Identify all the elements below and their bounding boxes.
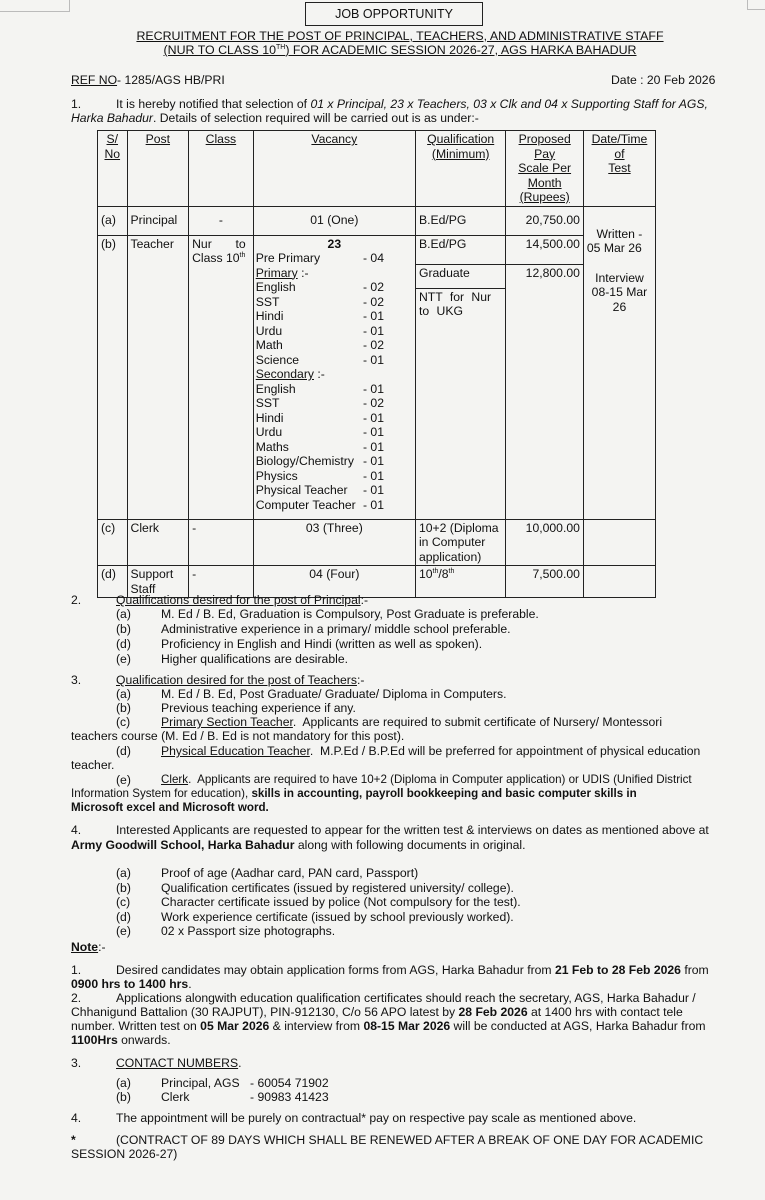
subject-row [256,469,413,484]
subject-name: English [255,381,296,396]
subject-row [256,295,413,310]
para3-title: Qualification desired for the post of Teachers:- [116,673,365,687]
list-item-label: (d) [116,909,131,924]
list-item-text: Proof of age (Aadhar card, PAN card, Passport) [161,866,419,880]
page-corner-right [747,0,765,10]
col-date-time: Date/Time of Test [583,131,655,207]
ref-number: REF NO- 1285/AGS HB/PRI [71,73,225,87]
para4-number: 4. [71,823,82,837]
cell-pay-teacher: 14,500.00 12,800.00 [506,235,584,519]
subject-name: SST [255,396,280,410]
subject-name: Hindi [255,410,284,425]
cell-post: Support Staff [127,566,189,598]
subject-name: Urdu [255,323,283,338]
cell-sno: (c) [98,519,128,566]
para1-text: It is hereby notified that selection of 01 x Principal, 23 x Teachers, 03 x Clk and 04 x Supporting Staff for AGS, [116,97,708,111]
list-item-text: Administrative experience in a primary/ middle school preferable. [161,622,511,636]
job-opportunity-title: JOB OPPORTUNITY [305,2,483,26]
contract-note: (CONTRACT OF 89 DAYS WHICH SHALL BE RENEWED AFTER A BREAK OF ONE DAY FOR ACADEMIC [116,1133,704,1147]
cell-class: Nur to Class 10th [189,235,254,519]
para3-e-text-cont: Information System for education), skills in accounting, payroll bookkeeping and basic computer skills in [71,787,637,800]
subject-name: Hindi [255,309,284,323]
cell-class: - [189,206,254,235]
cell-vacancy: 03 (Three) [253,519,415,566]
primary-subject-list [256,280,413,367]
cell-vacancy: 04 (Four) [253,566,415,598]
table-row-principal [98,206,656,235]
cell-qualification: 10th/8th [415,566,505,598]
subject-name: Science [255,352,300,367]
subject-count: - 01 [362,497,384,512]
subject-row [256,338,413,353]
cell-class: - [189,519,254,566]
subject-row [256,353,413,368]
note1-text: Desired candidates may obtain application forms from AGS, Harka Bahadur from 21 Feb to 28 Feb 2026 from [116,963,709,977]
list-item-label: (b) [116,1090,131,1104]
cell-pay: 20,750.00 [506,206,584,235]
subject-count: - 01 [362,425,384,439]
para3-b-text: Previous teaching experience if any. [161,701,356,715]
contact-phone: - 60054 71902 [250,1076,329,1090]
asterisk: * [71,1133,76,1147]
cell-vacancy-teacher: 23 Pre Primary - 04 Primary :- English - 02 SST - 02 Hindi - 01 Urdu - 01 Math - 02 Science - 01 Secondary :- English - 01 SST - 02 Hindi - 01 Urdu - 01 Maths - 01 Biology/Chemistry - 01 Physics - 01 Physical Teacher - 01 Computer Teacher - 01 [253,235,415,519]
list-item-text: Higher qualifications are desirable. [161,652,348,666]
subject-row [256,440,413,455]
subject-name: Biology/Chemistry [255,454,354,468]
note3-number: 3. [71,1056,82,1070]
cell-vacancy: 01 (One) [253,206,415,235]
subject-row [256,324,413,339]
para3-d-text: Physical Education Teacher. M.P.Ed / B.P.Ed will be preferred for appointment of physical education [161,744,701,758]
subject-name: Math [255,338,283,352]
para3-number: 3. [71,673,82,687]
subject-name: Urdu [255,425,283,439]
note1-text-cont: 0900 hrs to 1400 hrs. [71,977,192,991]
note2-text: Applications alongwith education qualification certificates should reach the secretary, AGS, Harka Bahadur / [116,991,696,1005]
para3-e-label: (e) [116,773,131,787]
para1-text-cont: Harka Bahadur. Details of selection required will be carried out is as under:- [71,111,479,125]
note-title: Note:- [71,940,106,954]
para3-c-label: (c) [116,715,131,729]
table-row-teacher [98,235,656,519]
cell-pay: 10,000.00 [506,519,584,566]
table-row-clerk [98,519,656,566]
subject-row [256,396,413,411]
para3-c-text-cont: teachers course (M. Ed / B. Ed is not mandatory for this post). [71,729,405,743]
cell-post: Clerk [127,519,189,566]
subject-name: SST [255,294,280,309]
cell-date-test-empty [583,566,655,598]
subject-row [256,411,413,426]
list-item-text: Clerk [161,1090,190,1104]
subject-count: - 01 [362,309,384,323]
para2-number: 2. [71,593,82,607]
para3-a-label: (a) [116,687,131,701]
note2-text-cont2: number. Written test on 05 Mar 2026 & interview from 08-15 Mar 2026 will be conducted at AGS, Harka Bahadur from [71,1019,706,1033]
cell-class: - [189,566,254,598]
table-header-row [98,131,656,207]
contact-numbers-title: CONTACT NUMBERS. [116,1056,242,1070]
notice-date: Date : 20 Feb 2026 [611,73,716,87]
vacancy-table [97,130,656,598]
note4-text: The appointment will be purely on contractual* pay on respective pay scale as mentioned above. [116,1111,637,1125]
para4-text-cont: Army Goodwill School, Harka Bahadur along with following documents in original. [71,838,526,852]
subject-row [256,454,413,469]
para4-text: Interested Applicants are requested to appear for the written test & interviews on dates as mentioned above at [116,823,709,837]
list-item-text: Work experience certificate (issued by school previously worked). [161,909,514,924]
subject-count: - 01 [362,323,384,338]
subject-count: - 01 [362,410,384,425]
cell-post: Teacher [127,235,189,519]
para2-title: Qualifications desired for the post of Principal:- [116,593,369,607]
list-item-label: (e) [116,924,131,938]
para3-d-text-cont: teacher. [71,758,115,772]
cell-date-test-empty [583,519,655,566]
recruitment-heading-line2: (NUR TO CLASS 10TH) FOR ACADEMIC SESSION 2026-27, AGS HARKA BAHADUR [163,43,637,57]
col-pay-scale: Proposed Pay Scale Per Month (Rupees) [506,131,584,207]
cell-sno: (a) [98,206,128,235]
list-item-label: (b) [116,622,131,636]
subject-name: English [255,280,296,294]
contact-phone: - 90983 41423 [250,1090,329,1104]
subject-row [256,498,413,513]
list-item-label: (d) [116,637,131,651]
subject-name: Computer Teacher [255,497,356,512]
para3-a-text: M. Ed / B. Ed, Post Graduate/ Graduate/ Diploma in Computers. [161,687,507,701]
para3-b-label: (b) [116,701,131,715]
cell-sno: (d) [98,566,128,598]
subject-count: - 01 [362,483,384,497]
note2-text-cont3: 1100Hrs onwards. [71,1033,171,1047]
list-item-text: Qualification certificates (issued by registered university/ college). [161,880,514,895]
col-class: Class [189,131,254,207]
col-vacancy: Vacancy [253,131,415,207]
list-item-text: 02 x Passport size photographs. [161,924,336,938]
contract-note-cont: SESSION 2026-27) [71,1147,178,1161]
para3-d-label: (d) [116,744,131,758]
col-sno: S/ No [98,131,128,207]
note1-number: 1. [71,963,82,977]
list-item-text: Character certificate issued by police (Not compulsory for the test). [161,895,521,909]
list-item-label: (b) [116,880,131,895]
list-item-label: (a) [116,866,131,880]
secondary-subject-list [256,382,413,513]
subject-count: - 01 [362,454,384,468]
note4-number: 4. [71,1111,82,1125]
cell-pay: 7,500.00 [506,566,584,598]
subject-count: - 02 [362,280,384,294]
list-item-label: (e) [116,652,131,666]
subject-count: - 02 [362,338,384,352]
list-item-label: (a) [116,607,131,621]
list-item-label: (a) [116,1076,131,1090]
subject-name: Physical Teacher [255,483,348,497]
subject-row [256,309,413,324]
cell-qualification-teacher: B.Ed/PG Graduate NTT for Nur to UKG [415,235,505,519]
recruitment-heading-line1: RECRUITMENT FOR THE POST OF PRINCIPAL, TEACHERS, AND ADMINISTRATIVE STAFF [136,29,664,43]
subject-count: - 01 [362,352,384,367]
para3-c-text: Primary Section Teacher. Applicants are required to submit certificate of Nursery/ Montessori [161,715,663,729]
subject-name: Physics [255,468,298,483]
col-qualification: Qualification (Minimum) [415,131,505,207]
subject-count: - 02 [362,294,384,309]
cell-date-test: Written - 05 Mar 26 Interview 08-15 Mar 26 [583,206,655,519]
note2-text-cont: Chhanigund Battalion (30 RAJPUT), PIN-912130, C/o 56 APO latest by 28 Feb 2026 at 1400 hrs with contact tele [71,1005,683,1019]
subject-count: - 01 [362,439,384,454]
subject-name: Maths [255,439,289,454]
para3-e-text-cont2: Microsoft excel and Microsoft word. [71,801,269,814]
subject-count: - 01 [362,381,384,396]
list-item-label: (c) [116,895,131,909]
cell-post: Principal [127,206,189,235]
cell-qualification: 10+2 (Diploma in Computer application) [415,519,505,566]
subject-row [256,280,413,295]
note2-number: 2. [71,991,82,1005]
subject-row [256,425,413,440]
page-corner-left [0,0,70,12]
cell-qualification: B.Ed/PG [415,206,505,235]
subject-count: - 02 [362,396,384,410]
list-item-text: M. Ed / B. Ed, Graduation is Compulsory, Post Graduate is preferable. [161,607,539,621]
list-item-text: Proficiency in English and Hindi (written as well as spoken). [161,637,483,651]
subject-row [256,382,413,397]
subject-count: - 01 [362,468,384,483]
subject-row [256,483,413,498]
para3-e-text: Clerk. Applicants are required to have 10+2 (Diploma in Computer application) or UDIS (Unified District [161,773,692,786]
para1-number: 1. [71,97,82,111]
cell-sno: (b) [98,235,128,519]
col-post: Post [127,131,189,207]
list-item-text: Principal, AGS [161,1076,240,1090]
